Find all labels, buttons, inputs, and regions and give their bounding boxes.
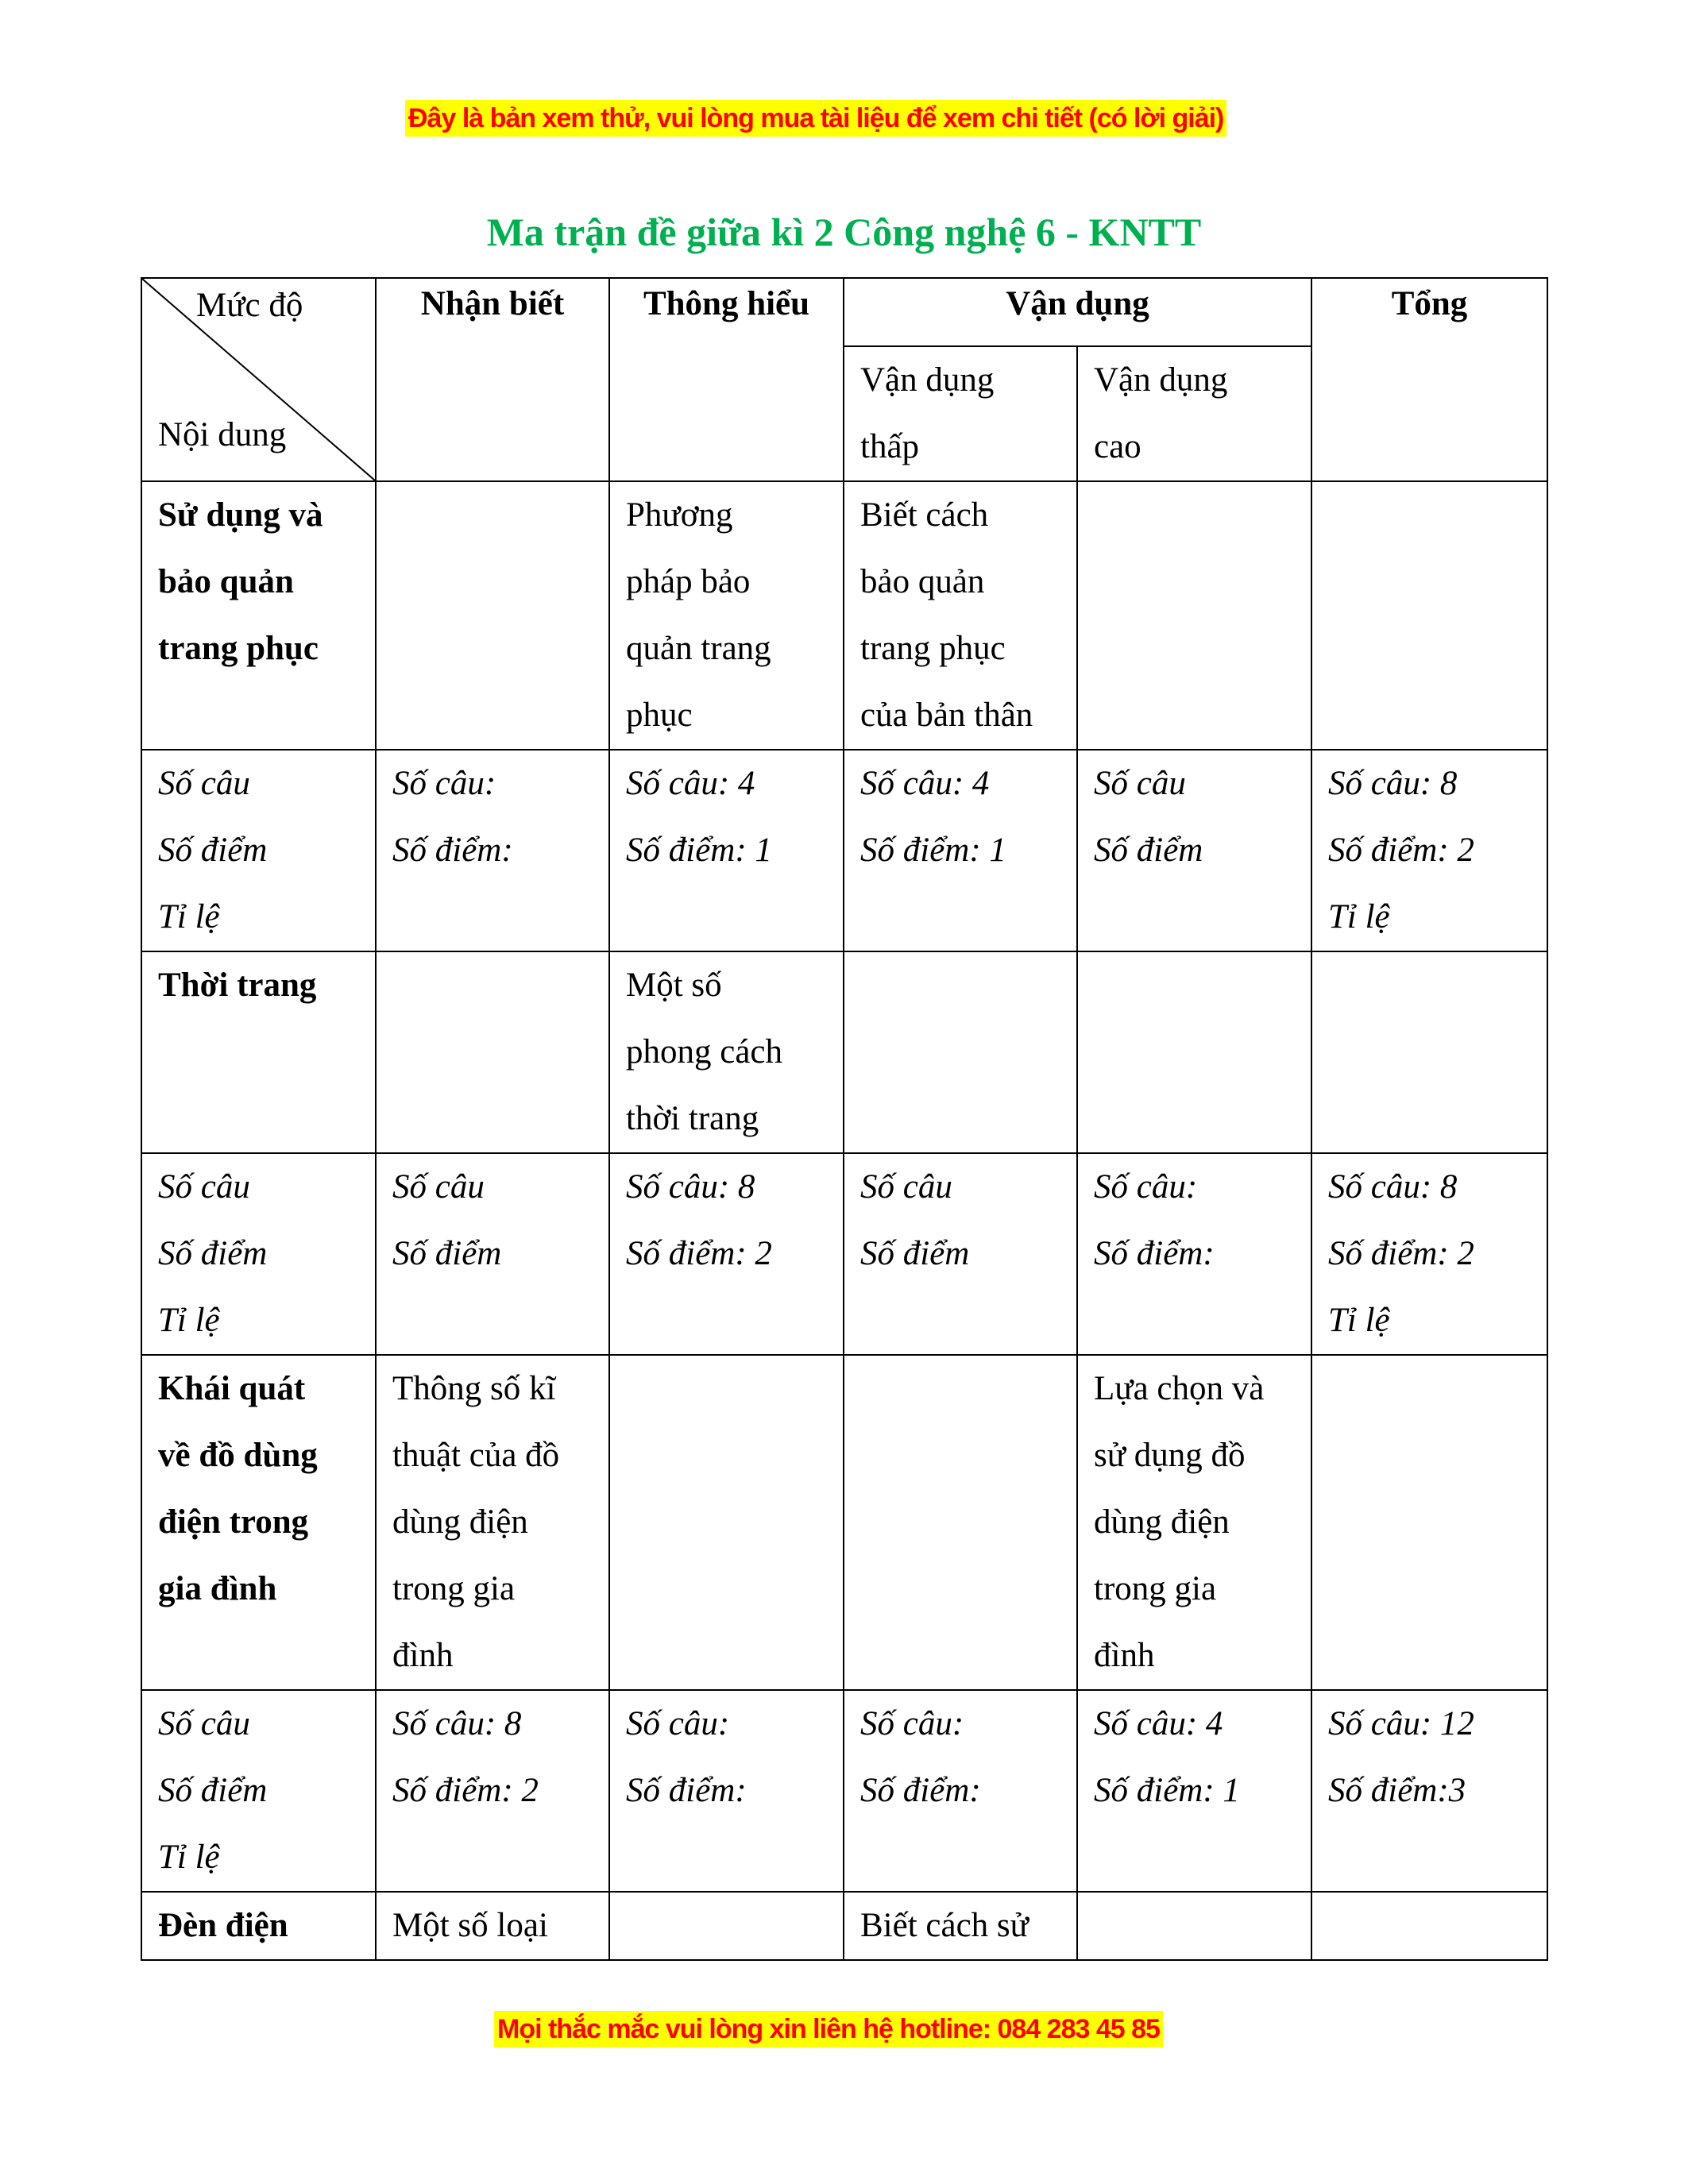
cell-line: Số điểm <box>392 1235 502 1272</box>
topic-name-cell <box>141 1892 376 1960</box>
cell-line: Số điểm <box>860 1235 970 1272</box>
header-van-dung: Vận dụng <box>844 278 1311 346</box>
cell-line: Số điểm <box>1094 832 1203 869</box>
corner-bottom-label: Nội dung <box>158 416 287 453</box>
table-cell <box>376 951 609 1153</box>
header-van-dung-cao <box>1077 346 1311 481</box>
table-cell <box>1311 481 1547 750</box>
stats-row <box>141 1153 1547 1355</box>
table-cell <box>1077 481 1311 750</box>
cell-line: Số câu: <box>392 765 496 802</box>
topic-name-cell <box>141 1355 376 1690</box>
table-cell <box>609 750 844 951</box>
cell-line: bảo quản <box>860 563 985 600</box>
cell-line: Số câu: 8 <box>1328 765 1458 802</box>
table-cell <box>609 481 844 750</box>
cell-line: trong gia <box>392 1570 516 1607</box>
cell-line: Số câu: 8 <box>392 1705 522 1742</box>
cell-line: Số câu: 4 <box>1094 1705 1223 1742</box>
exam-matrix-table <box>141 277 1548 1961</box>
table-cell <box>844 1892 1077 1960</box>
cell-line: Số câu <box>158 1705 250 1742</box>
stats-label-cell <box>141 1153 376 1355</box>
cell-line: Sử dụng và <box>158 496 323 534</box>
cell-line: Phương <box>626 496 733 534</box>
header-van-dung-thap <box>844 346 1077 481</box>
table-cell <box>1311 1892 1547 1960</box>
cell-line: trong gia <box>1094 1570 1217 1607</box>
table-cell <box>1311 951 1547 1153</box>
cell-line: Lựa chọn và <box>1094 1370 1265 1407</box>
cell-line: Số câu: 12 <box>1328 1705 1474 1742</box>
cell-line: Số điểm <box>158 1235 268 1272</box>
header-thong-hieu: Thông hiểu <box>609 278 844 481</box>
table-cell <box>609 1892 844 1960</box>
preview-notice: Đây là bản xem thử, vui lòng mua tài liệu để xem chi tiết (có lời giải) <box>405 100 1226 137</box>
cell-line: Số câu <box>1094 765 1186 802</box>
cell-line: Số điểm:3 <box>1328 1772 1466 1809</box>
hotline-notice: Mọi thắc mắc vui lòng xin liên hệ hotline: 084 283 45 85 <box>494 2011 1163 2047</box>
cell-line: Tỉ lệ <box>158 1839 220 1876</box>
cell-line: sử dụng đồ <box>1094 1437 1246 1474</box>
cell-line: Số câu: 4 <box>626 765 755 802</box>
corner-top-label: Mức độ <box>196 287 303 324</box>
topic-row <box>141 951 1547 1153</box>
table-cell <box>844 1153 1077 1355</box>
table-cell <box>1311 1690 1547 1892</box>
line: thấp <box>860 428 920 465</box>
table-cell <box>376 750 609 951</box>
cell-line: Tỉ lệ <box>1328 1302 1390 1339</box>
cell-line: Thông số kĩ <box>392 1370 556 1407</box>
corner-header-cell <box>141 278 376 481</box>
stats-row <box>141 1690 1547 1892</box>
cell-line: Số câu: <box>1094 1168 1198 1206</box>
cell-line: Tỉ lệ <box>158 898 220 936</box>
cell-line: bảo quản <box>158 563 294 600</box>
cell-line: Số điểm: 1 <box>1094 1772 1240 1809</box>
table-cell <box>609 1355 844 1690</box>
table-cell <box>1077 951 1311 1153</box>
cell-line: Số điểm: <box>1094 1235 1215 1272</box>
cell-line: Số câu <box>158 765 250 802</box>
table-cell <box>609 951 844 1153</box>
cell-line: Số câu: <box>860 1705 964 1742</box>
cell-line: quản trang <box>626 630 771 667</box>
topic-row <box>141 1892 1547 1960</box>
page-title: Ma trận đề giữa kì 2 Công nghệ 6 - KNTT <box>486 210 1202 254</box>
cell-line: Khái quát <box>158 1370 306 1407</box>
cell-line: Số câu: 8 <box>626 1168 755 1206</box>
cell-line: Tỉ lệ <box>158 1302 220 1339</box>
table-cell <box>376 1355 609 1690</box>
cell-line: Số điểm: <box>626 1772 747 1809</box>
table-cell <box>1077 1355 1311 1690</box>
topic-row <box>141 1355 1547 1690</box>
cell-line: phục <box>626 696 693 734</box>
cell-line: về đồ dùng <box>158 1437 318 1474</box>
table-cell <box>1311 1355 1547 1690</box>
header-tong: Tổng <box>1311 278 1547 481</box>
cell-line: Số câu <box>860 1168 952 1206</box>
cell-line: trang phục <box>158 630 319 667</box>
cell-line: Số câu <box>158 1168 250 1206</box>
stats-label-cell <box>141 750 376 951</box>
table-cell <box>1077 1690 1311 1892</box>
cell-line: Số điểm: 1 <box>626 832 772 869</box>
cell-line: thuật của đồ <box>392 1437 560 1474</box>
cell-line: Biết cách sử <box>860 1907 1029 1944</box>
cell-line: Biết cách <box>860 496 989 534</box>
cell-line: Số câu <box>392 1168 485 1206</box>
cell-line: Số điểm: 2 <box>626 1235 772 1272</box>
cell-line: pháp bảo <box>626 563 751 600</box>
table-cell <box>609 1690 844 1892</box>
table-cell <box>844 1690 1077 1892</box>
cell-line: Một số <box>626 967 722 1004</box>
cell-line: Số điểm: 2 <box>392 1772 539 1809</box>
table-cell <box>376 1690 609 1892</box>
cell-line: trang phục <box>860 630 1006 667</box>
cell-line: dùng điện <box>392 1503 528 1541</box>
table-cell <box>1311 750 1547 951</box>
cell-line: Số điểm: 1 <box>860 832 1006 869</box>
cell-line: Số điểm: <box>392 832 513 869</box>
header-nhan-biet: Nhận biết <box>376 278 609 481</box>
table-cell <box>844 951 1077 1153</box>
topic-name-cell <box>141 481 376 750</box>
cell-line: của bản thân <box>860 696 1033 734</box>
cell-line: thời trang <box>626 1100 759 1137</box>
cell-line: Số điểm: <box>860 1772 981 1809</box>
cell-line: Số câu: <box>626 1705 730 1742</box>
cell-line: Số câu: 4 <box>860 765 990 802</box>
table-cell <box>1077 1153 1311 1355</box>
table-cell <box>844 481 1077 750</box>
table-cell <box>1077 1892 1311 1960</box>
cell-line: Số điểm <box>158 832 268 869</box>
cell-line: dùng điện <box>1094 1503 1230 1541</box>
line: Vận dụng <box>1094 361 1228 399</box>
cell-line: Thời trang <box>158 967 317 1004</box>
cell-line: gia đình <box>158 1570 277 1607</box>
topic-row <box>141 481 1547 750</box>
cell-line: Số điểm: 2 <box>1328 832 1474 869</box>
table-cell <box>609 1153 844 1355</box>
table-cell <box>1311 1153 1547 1355</box>
stats-row <box>141 750 1547 951</box>
line: cao <box>1094 428 1141 465</box>
table-cell <box>376 481 609 750</box>
cell-line: điện trong <box>158 1503 309 1541</box>
line: Vận dụng <box>860 361 995 399</box>
table-cell <box>844 1355 1077 1690</box>
cell-line: Số điểm: 2 <box>1328 1235 1474 1272</box>
stats-label-cell <box>141 1690 376 1892</box>
cell-line: đình <box>392 1637 454 1674</box>
table-cell <box>844 750 1077 951</box>
cell-line: Đèn điện <box>158 1907 288 1944</box>
topic-name-cell <box>141 951 376 1153</box>
table-cell <box>376 1892 609 1960</box>
cell-line: đình <box>1094 1637 1155 1674</box>
table-cell <box>376 1153 609 1355</box>
cell-line: Một số loại <box>392 1907 548 1944</box>
cell-line: phong cách <box>626 1033 783 1071</box>
cell-line: Số câu: 8 <box>1328 1168 1458 1206</box>
cell-line: Số điểm <box>158 1772 268 1809</box>
cell-line: Tỉ lệ <box>1328 898 1390 936</box>
table-cell <box>1077 750 1311 951</box>
